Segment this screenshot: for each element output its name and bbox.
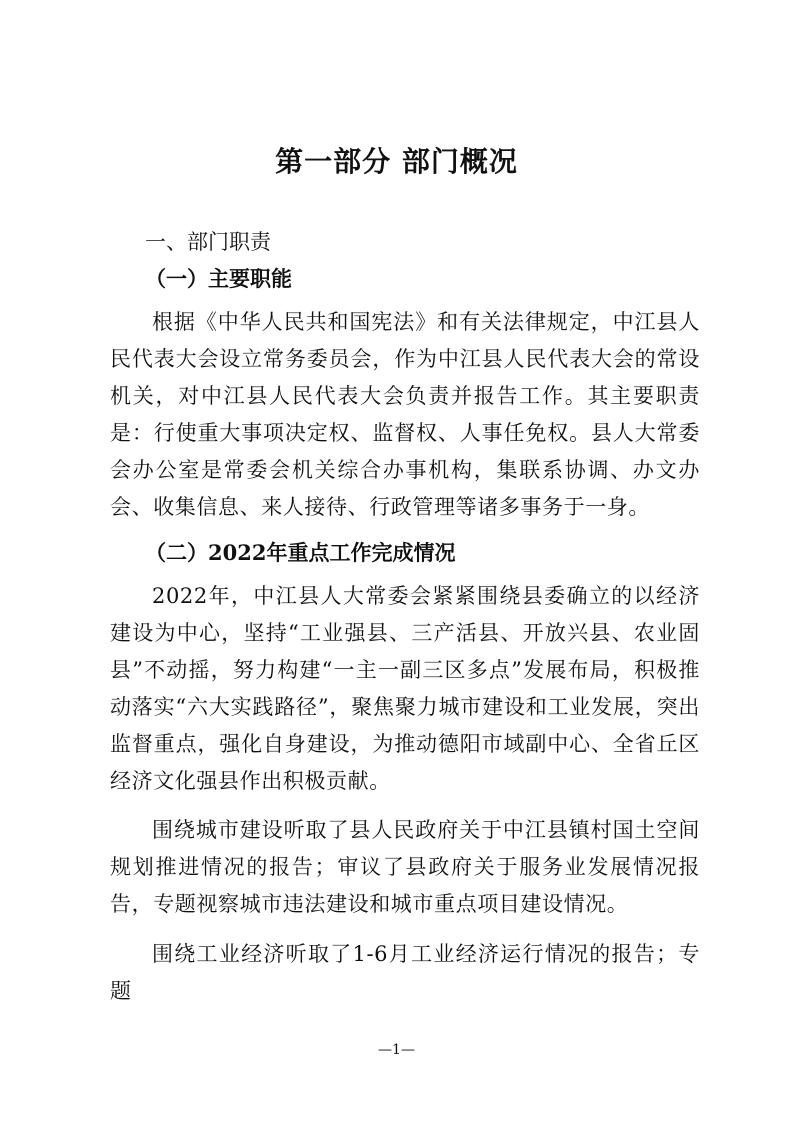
- paragraph-urban-construction: 围绕城市建设听取了县人民政府关于中江县镇村国土空间规划推进情况的报告；审议了县政府关于服务业发展情况报告，专题视察城市违法建设和城市重点项目建设情况。: [110, 818, 700, 916]
- page-number: —1—: [378, 1042, 415, 1058]
- paragraph-key-work-overview: 2022年，中江县人大常委会紧紧围绕县委确立的以经济建设为中心，坚持“工业强县、三产活县、开放兴县、农业固县”不动摇，努力构建“一主一副三区多点”发展布局，积极推动落实“六大实践路径”，聚焦聚力城市建设和工业发展，突出监督重点，强化自身建设，为推动德阳市域副中心、全省丘区经济文化强县作出积极贡献。: [110, 584, 700, 793]
- paragraph-main-functions: 根据《中华人民共和国宪法》和有关法律规定，中江县人民代表大会设立常务委员会，作为中江县人民代表大会的常设机关，对中江县人民代表大会负责并报告工作。其主要职责是：行使重大事项决定权、监督权、人事任免权。县人大常委会办公室是常委会机关综合办事机构，集联系协调、办文办会、收集信息、来人接待、行政管理等诸多事务于一身。: [110, 310, 700, 519]
- subsection-heading-main-functions: （一）主要职能: [145, 266, 292, 291]
- section-heading: 一、部门职责: [145, 230, 271, 254]
- subsection-heading-key-work: （二）2022年重点工作完成情况: [145, 540, 456, 565]
- page-title: 第一部分 部门概况: [275, 145, 518, 178]
- paragraph-industrial-economy: 围绕工业经济听取了1-6月工业经济运行情况的报告；专题: [110, 942, 700, 1003]
